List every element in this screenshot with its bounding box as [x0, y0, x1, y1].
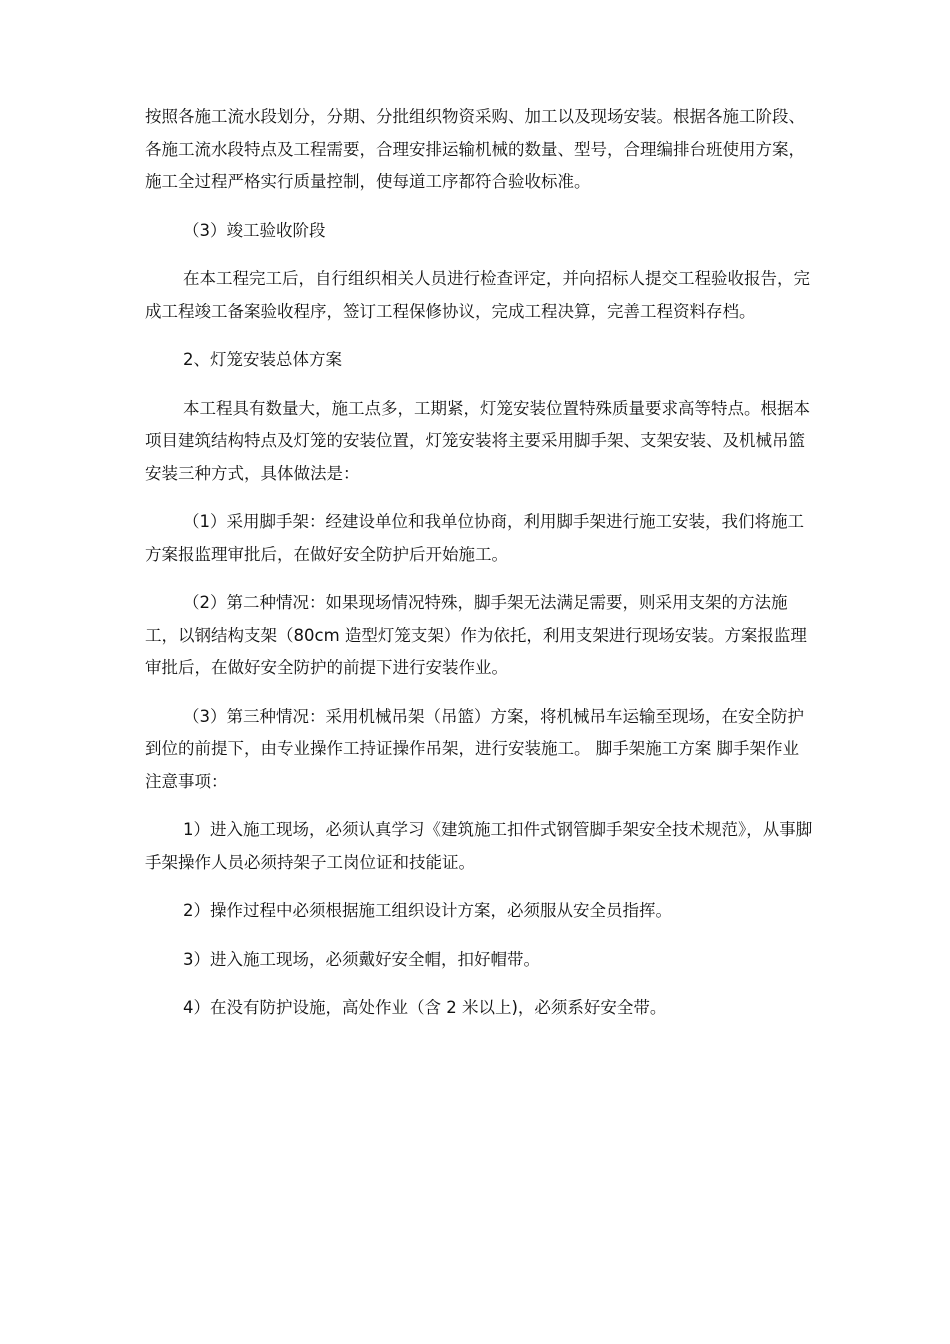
list-item-1: 1）进入施工现场，必须认真学习《建筑施工扣件式钢管脚手架安全技术规范》，从事脚手架操作人员必须持架子工岗位证和技能证。 — [145, 820, 813, 872]
paragraph-method-1: （1）采用脚手架：经建设单位和我单位协商，利用脚手架进行施工安装，我们将施工方案报监理审批后，在做好安全防护后开始施工。 — [145, 512, 804, 564]
paragraph-completion: 在本工程完工后，自行组织相关人员进行检查评定，并向招标人提交工程验收报告，完成工程竣工备案验收程序，签订工程保修协议，完成工程决算，完善工程资料存档。 — [145, 269, 810, 321]
list-item-2: 2）操作过程中必须根据施工组织设计方案，必须服从安全员指挥。 — [183, 901, 672, 920]
list-item-4: 4）在没有防护设施，高处作业（含 2 米以上)，必须系好安全带。 — [183, 998, 667, 1017]
list-item-3: 3）进入施工现场，必须戴好安全帽，扣好帽带。 — [183, 949, 540, 969]
section-heading-lantern-plan: 2、灯笼安装总体方案 — [183, 350, 342, 369]
paragraph-method-3: （3）第三种情况：采用机械吊架（吊篮）方案，将机械吊车运输至现场，在安全防护到位的前提下，由专业操作工持证操作吊架，进行安装施工。 脚手架施工方案 脚手架作业注意事项： — [145, 706, 804, 791]
paragraph-project-features: 本工程具有数量大，施工点多，工期紧，灯笼安装位置特殊质量要求高等特点。根据本项目建筑结构特点及灯笼的安装位置，灯笼安装将主要采用脚手架、支架安装、及机械吊篮安装三种方式，具体做法是： — [145, 398, 810, 483]
paragraph-continuation: 按照各施工流水段划分，分期、分批组织物资采购、加工以及现场安装。根据各施工阶段、各施工流水段特点及工程需要，合理安排运输机械的数量、型号，合理编排台班使用方案，施工全过程严格实行质量控制，使每道工序都符合验收标准。 — [145, 107, 805, 191]
paragraph-method-2: （2）第二种情况：如果现场情况特殊，脚手架无法满足需要，则采用支架的方法施工，以钢结构支架（80cm 造型灯笼支架）作为依托，利用支架进行现场安装。方案报监理审批后，在做好安全防护的前提下进行安装作业。 — [145, 593, 807, 677]
document-page — [145, 101, 815, 1041]
section-heading-completion: （3）竣工验收阶段 — [183, 220, 326, 240]
